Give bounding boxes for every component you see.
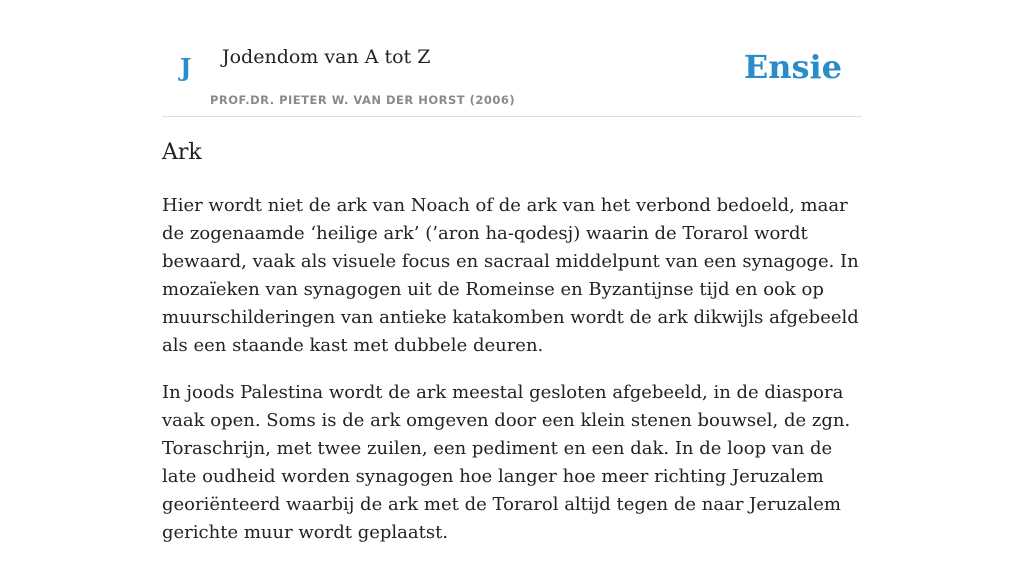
entry-paragraph: Hier wordt niet de ark van Noach of de ark van het verbond bedoeld, maar de zogenaamde ‘heilige ark’ (’aron ha-qodesj) waarin de Torarol wordt bewaard, vaak als visuele focus en sacraal middelpunt van een synagoge. In mozaïeken van synagogen uit de Romeinse en Byzantijnse tijd en ook op muurschilderingen van antieke katakomben wordt de ark dikwijls afgebeeld als een staande kast met dubbele deuren. <box>162 195 859 356</box>
book-header <box>162 0 862 117</box>
entry-title: Ark <box>162 140 202 165</box>
entry-body <box>162 192 862 566</box>
book-title-link[interactable]: Jodendom van A tot Z <box>222 46 431 68</box>
book-letter-logo[interactable]: J <box>180 53 192 82</box>
ensie-logo-link[interactable]: Ensie <box>743 48 842 86</box>
page <box>162 0 862 543</box>
entry-paragraph: In joods Palestina wordt de ark meestal gesloten afgebeeld, in de diaspora vaak open. Soms is de ark omgeven door een klein stenen bouwsel, de zgn. Toraschrijn, met twee zuilen, een pediment en een dak. In de loop van de late oudheid worden synagogen hoe langer hoe meer richting Jeruzalem georiënteerd waarbij de ark met de Torarol altijd tegen de naar Jeruzalem gerichte muur wordt geplaatst. <box>162 382 851 543</box>
book-author: PROF.DR. PIETER W. VAN DER HORST (2006) <box>210 93 516 107</box>
